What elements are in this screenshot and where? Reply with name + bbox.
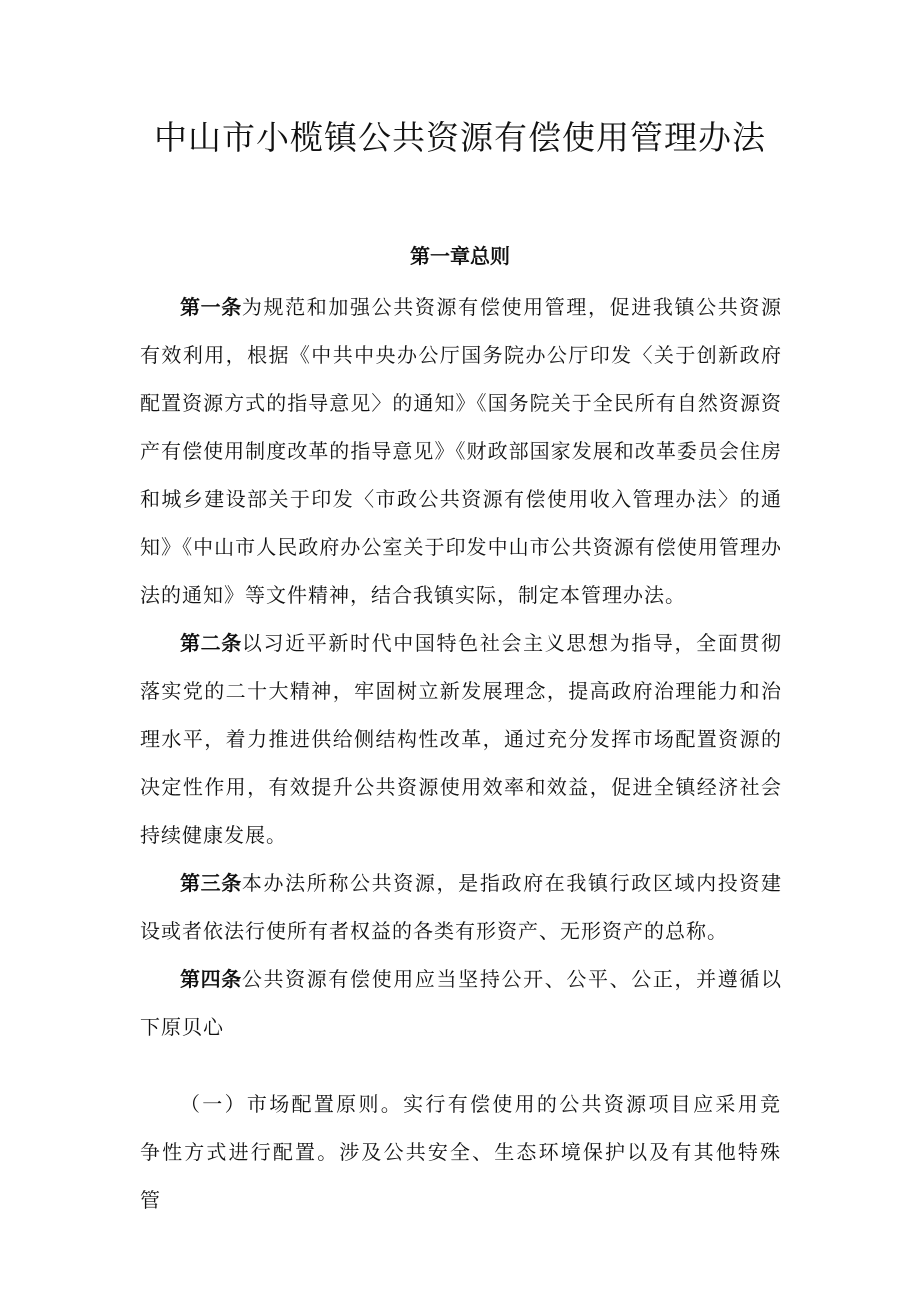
article-text: 为规范和加强公共资源有偿使用管理，促进我镇公共资源有效利用，根据《中共中央办公厅国务院办公厅印发〈关于创新政府配置资源方式的指导意见〉的通知》《国务院关于全民所有自然资源资产有偿使用制度改革的指导意见》《财政部国家发展和改革委员会住房和城乡建设部关于印发〈市政公共资源有偿使用收入管理办法〉的通知》《中山市人民政府办公室关于印发中山市公共资源有偿使用管理办法的通知》等文件精神，结合我镇实际，制定本管理办法。 <box>140 295 783 607</box>
article-text: 本办法所称公共资源，是指政府在我镇行政区域内投资建设或者依法行使所有者权益的各类有形资产、无形资产的总称。 <box>140 871 783 943</box>
article-label: 第二条 <box>180 631 242 655</box>
article-text: 公共资源有偿使用应当坚持公开、公平、公正，并遵循以下原贝心 <box>140 967 783 1039</box>
article-label: 第一条 <box>180 295 242 319</box>
article-1 <box>140 283 782 619</box>
article-2 <box>140 619 782 859</box>
article-3 <box>140 859 782 955</box>
article-label: 第三条 <box>180 871 242 895</box>
principle-item-1 <box>140 1080 782 1224</box>
chapter-heading: 第一章总则 <box>410 244 510 268</box>
article-4 <box>140 955 782 1051</box>
item-text: （一）市场配置原则。实行有偿使用的公共资源项目应采用竞争性方式进行配置。涉及公共安全、生态环境保护以及有其他特殊管 <box>140 1092 782 1212</box>
document-title: 中山市小榄镇公共资源有偿使用管理办法 <box>154 118 766 157</box>
article-label: 第四条 <box>180 967 242 991</box>
article-text: 以习近平新时代中国特色社会主义思想为指导，全面贯彻落实党的二十大精神，牢固树立新发展理念，提高政府治理能力和治理水平，着力推进供给侧结构性改革，通过充分发挥市场配置资源的决定性作用，有效提升公共资源使用效率和效益，促进全镇经济社会持续健康发展。 <box>140 631 783 847</box>
